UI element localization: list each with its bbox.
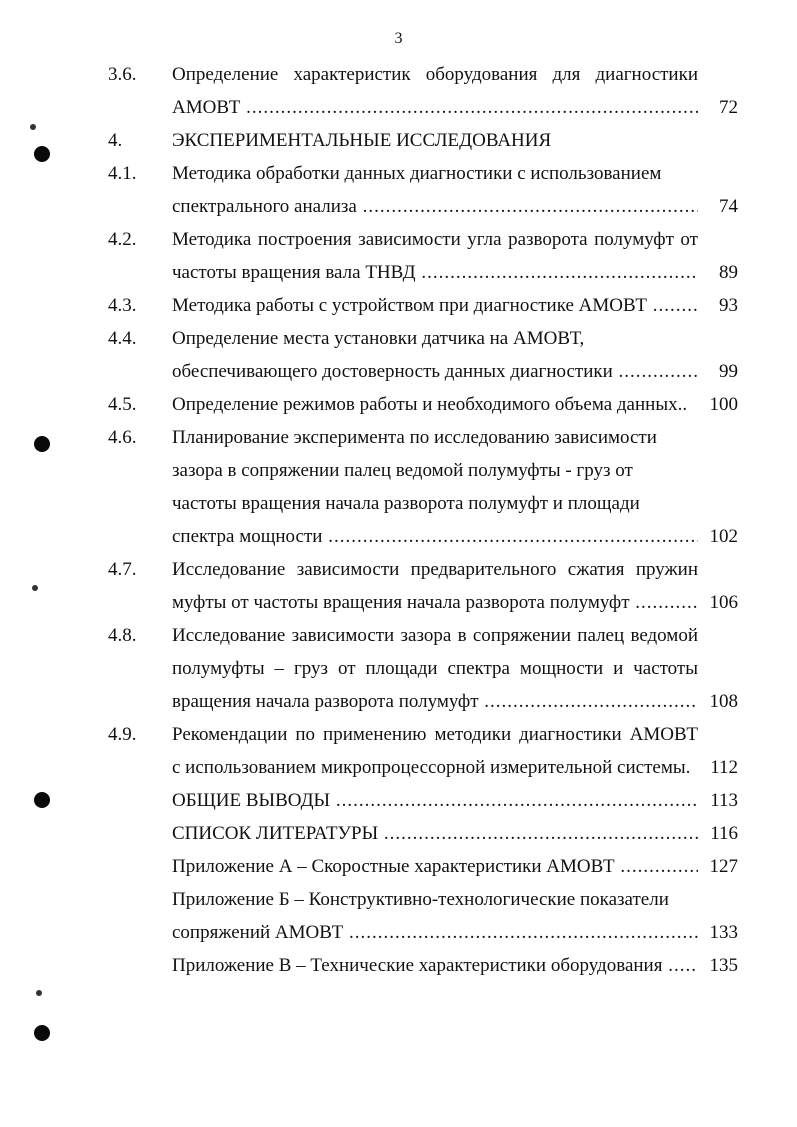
section-title: обеспечивающего достоверность данных диагностики .....	[172, 355, 698, 388]
page-ref: 127	[709, 856, 738, 877]
section-title: с использованием микропроцессорной измерительной системы.	[172, 757, 691, 778]
page-ref: 133	[709, 922, 738, 943]
section-number: 4.	[108, 130, 123, 151]
page-ref: 106	[709, 592, 738, 613]
toc-line	[0, 421, 797, 454]
section-title: вращения начала разворота полумуфт .....	[172, 685, 698, 718]
toc-line	[0, 784, 797, 817]
toc-line	[0, 157, 797, 190]
toc-line	[0, 58, 797, 91]
toc-line	[0, 619, 797, 652]
toc-entry	[0, 619, 797, 718]
page-ref: 116	[710, 823, 738, 844]
toc-line	[0, 850, 797, 883]
toc-line	[0, 916, 797, 949]
section-number: 4.9.	[108, 724, 137, 745]
page-ref: 113	[710, 790, 738, 811]
toc-entry	[0, 421, 797, 553]
section-title: сопряжений АМОВТ .....	[172, 916, 698, 949]
section-title: ЭКСПЕРИМЕНТАЛЬНЫЕ ИССЛЕДОВАНИЯ	[172, 130, 552, 151]
toc-line	[0, 256, 797, 289]
section-title: зазора в сопряжении палец ведомой полумуфты - груз от	[172, 460, 633, 481]
toc-entry	[0, 388, 797, 421]
toc-line	[0, 586, 797, 619]
section-title: Приложение А – Скоростные характеристики АМОВТ .....	[172, 850, 698, 883]
toc-line	[0, 685, 797, 718]
section-title: Приложение Б – Конструктивно-технологические показатели	[172, 889, 669, 910]
toc-line	[0, 190, 797, 223]
toc-entry	[0, 949, 797, 982]
section-title: Приложение В – Технические характеристики оборудования .....	[172, 949, 698, 982]
table-of-contents	[0, 58, 797, 982]
section-number: 4.4.	[108, 328, 137, 349]
toc-entry	[0, 124, 797, 157]
page-ref: 112	[710, 757, 738, 778]
section-title: Определение характеристик оборудования для диагностики	[172, 64, 698, 85]
section-title: Определение места установки датчика на АМОВТ,	[172, 328, 585, 349]
page-number: 3	[394, 30, 403, 47]
section-title: Исследование зависимости предварительного сжатия пружин	[172, 559, 698, 580]
page-ref: 102	[709, 526, 738, 547]
section-title: муфты от частоты вращения начала разворота полумуфт .....	[172, 586, 698, 619]
section-title: АМОВТ .....	[172, 91, 698, 124]
toc-entry	[0, 784, 797, 817]
section-title: Исследование зависимости зазора в сопряжении палец ведомой	[172, 625, 698, 646]
section-number: 4.6.	[108, 427, 137, 448]
toc-entry	[0, 817, 797, 850]
toc-entry	[0, 223, 797, 289]
toc-entry	[0, 289, 797, 322]
toc-line	[0, 949, 797, 982]
toc-entry	[0, 718, 797, 784]
toc-line	[0, 487, 797, 520]
toc-line	[0, 883, 797, 916]
toc-line	[0, 388, 797, 421]
toc-line	[0, 223, 797, 256]
section-number: 3.6.	[108, 64, 137, 85]
toc-line	[0, 355, 797, 388]
section-number: 4.8.	[108, 625, 137, 646]
page-ref: 100	[709, 394, 738, 415]
page-ref: 93	[719, 295, 738, 316]
scan-speck	[36, 990, 42, 996]
section-title: ОБЩИЕ ВЫВОДЫ .....	[172, 784, 698, 817]
section-title: Методика работы с устройством при диагностике АМОВТ .....	[172, 289, 698, 322]
toc-line	[0, 751, 797, 784]
toc-entry	[0, 850, 797, 883]
section-title: Рекомендации по применению методики диагностики АМОВТ	[172, 724, 698, 745]
toc-line	[0, 718, 797, 751]
toc-line	[0, 652, 797, 685]
toc-line	[0, 91, 797, 124]
page-ref: 108	[709, 691, 738, 712]
section-title: Методика обработки данных диагностики с использованием	[172, 163, 662, 184]
section-title: СПИСОК ЛИТЕРАТУРЫ .....	[172, 817, 698, 850]
toc-line	[0, 124, 797, 157]
section-number: 4.7.	[108, 559, 137, 580]
toc-line	[0, 553, 797, 586]
section-number: 4.5.	[108, 394, 137, 415]
toc-entry	[0, 322, 797, 388]
section-number: 4.3.	[108, 295, 137, 316]
toc-line	[0, 454, 797, 487]
toc-line	[0, 289, 797, 322]
toc-entry	[0, 883, 797, 949]
section-number: 4.2.	[108, 229, 137, 250]
section-title: Определение режимов работы и необходимого объема данных..	[172, 394, 688, 415]
section-title: спектрального анализа .....	[172, 190, 698, 223]
page-ref: 72	[719, 97, 738, 118]
section-title: частоты вращения начала разворота полумуфт и площади	[172, 493, 640, 514]
toc-entry	[0, 157, 797, 223]
section-title: полумуфты – груз от площади спектра мощности и частоты	[172, 658, 698, 679]
toc-line	[0, 322, 797, 355]
section-title: Планирование эксперимента по исследованию зависимости	[172, 427, 657, 448]
toc-entry	[0, 58, 797, 124]
toc-entry	[0, 553, 797, 619]
toc-line	[0, 520, 797, 553]
page-ref: 89	[719, 262, 738, 283]
page-ref: 135	[709, 955, 738, 976]
section-title: спектра мощности .....	[172, 520, 698, 553]
toc-line	[0, 817, 797, 850]
section-number: 4.1.	[108, 163, 137, 184]
page-ref: 74	[719, 196, 738, 217]
page-ref: 99	[719, 361, 738, 382]
punch-hole	[34, 1025, 50, 1041]
section-title: Методика построения зависимости угла разворота полумуфт от	[172, 229, 698, 250]
section-title: частоты вращения вала ТНВД .....	[172, 256, 698, 289]
